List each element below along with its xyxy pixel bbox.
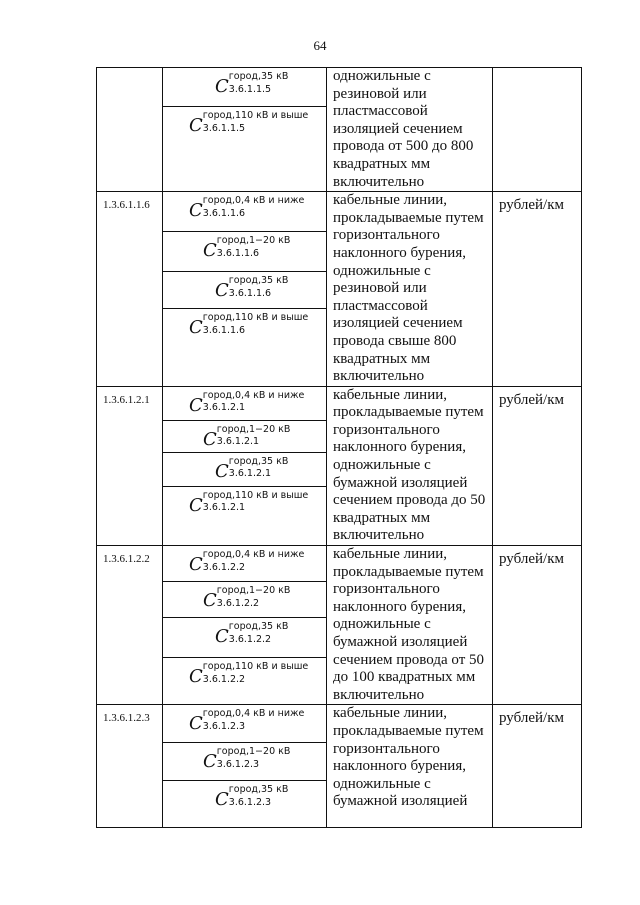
formula-superscript: город,35 кВ [228, 275, 289, 287]
formula-superscript: город,0,4 кВ и ниже [202, 708, 305, 720]
page-number: 64 [313, 38, 327, 53]
code-cell [97, 386, 163, 545]
formula-superscript: город,0,4 кВ и ниже [202, 389, 305, 401]
unit-cell [493, 386, 582, 545]
tariff-formula [189, 549, 305, 576]
formula-cell [163, 421, 326, 453]
formula-symbol: C [189, 554, 203, 576]
formula-subscript: 3.6.1.2.3 [202, 720, 246, 732]
tariff-formula [189, 661, 309, 688]
formula-superscript: город,110 кВ и выше [202, 661, 309, 673]
formula-column-cell [163, 546, 327, 705]
unit-cell [493, 68, 582, 192]
formula-superscript: город,110 кВ и выше [202, 312, 309, 324]
tariff-formula [189, 708, 305, 735]
formula-superscript: город,110 кВ и выше [202, 489, 309, 501]
formula-cell [163, 387, 326, 421]
formula-symbol: C [189, 713, 203, 735]
description-cell [327, 192, 493, 387]
formula-cell [163, 618, 326, 658]
row-code: 1.3.6.1.2.2 [103, 553, 150, 566]
tariff-formula [203, 585, 291, 612]
tariff-formula [203, 746, 291, 773]
formula-cell [163, 453, 326, 487]
formula-subscript: 3.6.1.2.2 [202, 561, 246, 573]
formula-cell [163, 705, 326, 743]
formula-superscript: город,35 кВ [228, 71, 289, 82]
formula-cell [163, 582, 326, 618]
code-cell [97, 705, 163, 828]
table-row [97, 705, 582, 828]
formula-symbol: C [189, 317, 203, 339]
code-cell [97, 546, 163, 705]
unit-label: рублей/км [499, 391, 564, 408]
table-row [97, 546, 582, 705]
tariff-formula [189, 110, 309, 136]
formula-subscript: 3.6.1.1.6 [216, 247, 260, 259]
formula-cell [163, 546, 326, 582]
formula-symbol: C [189, 394, 203, 416]
description-text: одножильные с резиновой или пластмассовой изоляцией сечением провода от 500 до 800 квадратных мм включительно [333, 68, 474, 190]
description-text: кабельные линии, прокладываемые путем горизонтального наклонного бурения, одножильные с бумажной изоляцией [333, 705, 484, 810]
row-code [97, 68, 162, 75]
formula-cell [163, 309, 326, 383]
description-cell [327, 705, 493, 828]
formula-symbol: C [189, 494, 203, 516]
formula-cell [163, 192, 326, 232]
formula-subscript: 3.6.1.2.1 [202, 402, 246, 414]
formula-superscript: город,110 кВ и выше [202, 110, 309, 121]
formula-superscript: город,1−20 кВ [216, 423, 291, 435]
formula-subscript: 3.6.1.2.1 [228, 468, 272, 480]
formula-superscript: город,0,4 кВ и ниже [202, 195, 305, 207]
formula-superscript: город,1−20 кВ [216, 585, 291, 597]
row-code: 1.3.6.1.2.1 [103, 393, 150, 406]
formula-subscript: 3.6.1.1.5 [202, 122, 246, 134]
formula-cell [163, 743, 326, 781]
unit-label: рублей/км [499, 197, 564, 214]
formula-symbol: C [203, 240, 217, 262]
formula-subscript: 3.6.1.1.5 [228, 83, 272, 95]
formula-superscript: город,1−20 кВ [216, 746, 291, 758]
tariff-table [96, 67, 582, 828]
table-row [97, 68, 582, 192]
unit-cell [493, 705, 582, 828]
formula-superscript: город,35 кВ [228, 455, 289, 467]
description-cell [327, 68, 493, 192]
formula-subscript: 3.6.1.1.6 [228, 287, 272, 299]
formula-subscript: 3.6.1.2.1 [202, 502, 246, 514]
code-cell [97, 192, 163, 387]
formula-subscript: 3.6.1.2.1 [216, 436, 260, 448]
formula-column-cell [163, 386, 327, 545]
formula-symbol: C [215, 280, 229, 302]
tariff-formula [203, 423, 291, 450]
row-code: 1.3.6.1.2.3 [103, 712, 150, 725]
tariff-formula [215, 455, 289, 482]
formula-symbol: C [203, 751, 217, 773]
formula-subscript: 3.6.1.2.3 [216, 758, 260, 770]
tariff-formula [189, 312, 309, 339]
table-row [97, 386, 582, 545]
unit-label: рублей/км [499, 710, 564, 727]
tariff-formula [189, 489, 309, 516]
formula-cell [163, 781, 326, 827]
formula-symbol: C [215, 789, 229, 811]
formula-subscript: 3.6.1.2.2 [228, 633, 272, 645]
formula-symbol: C [189, 115, 203, 136]
unit-cell [493, 192, 582, 387]
tariff-formula [215, 621, 289, 648]
formula-symbol: C [215, 626, 229, 648]
formula-subscript: 3.6.1.2.3 [228, 796, 272, 808]
formula-subscript: 3.6.1.1.6 [202, 207, 246, 219]
formula-superscript: город,1−20 кВ [216, 235, 291, 247]
formula-cell [163, 487, 326, 544]
unit-label [493, 68, 581, 73]
tariff-formula [215, 71, 289, 97]
formula-superscript: город,0,4 кВ и ниже [202, 549, 305, 561]
formula-symbol: C [203, 428, 217, 450]
formula-subscript: 3.6.1.1.6 [202, 324, 246, 336]
formula-column-cell [163, 68, 327, 192]
tariff-formula [203, 235, 291, 262]
formula-column-cell [163, 192, 327, 387]
formula-cell [163, 272, 326, 309]
formula-symbol: C [215, 460, 229, 482]
tariff-formula [189, 195, 305, 222]
formula-superscript: город,35 кВ [228, 784, 289, 796]
formula-symbol: C [215, 76, 229, 97]
formula-cell [163, 232, 326, 272]
description-text: кабельные линии, прокладываемые путем горизонтального наклонного бурения, одножильные с резиновой или пластмассовой изоляцией сечением провода свыше 800 квадратных мм включительно [333, 192, 484, 385]
tariff-formula [215, 784, 289, 811]
row-code: 1.3.6.1.1.6 [103, 199, 150, 212]
formula-cell [163, 658, 326, 703]
description-cell [327, 386, 493, 545]
formula-symbol: C [189, 200, 203, 222]
formula-symbol: C [203, 590, 217, 612]
description-text: кабельные линии, прокладываемые путем горизонтального наклонного бурения, одножильные с бумажной изоляцией сечением провода до 50 квадратных мм включительно [333, 386, 486, 544]
description-cell [327, 546, 493, 705]
unit-cell [493, 546, 582, 705]
formula-cell [163, 107, 326, 191]
table-row [97, 192, 582, 387]
description-text: кабельные линии, прокладываемые путем горизонтального наклонного бурения, одножильные с бумажной изоляцией сечением провода от 50 до 100 квадратных мм включительно [333, 546, 485, 703]
formula-column-cell [163, 705, 327, 828]
tariff-formula [189, 389, 305, 416]
formula-subscript: 3.6.1.2.2 [202, 673, 246, 685]
formula-superscript: город,35 кВ [228, 621, 289, 633]
formula-symbol: C [189, 666, 203, 688]
unit-label: рублей/км [499, 551, 564, 568]
formula-subscript: 3.6.1.2.2 [216, 597, 260, 609]
tariff-formula [215, 275, 289, 302]
code-cell [97, 68, 163, 192]
formula-cell [163, 68, 326, 107]
